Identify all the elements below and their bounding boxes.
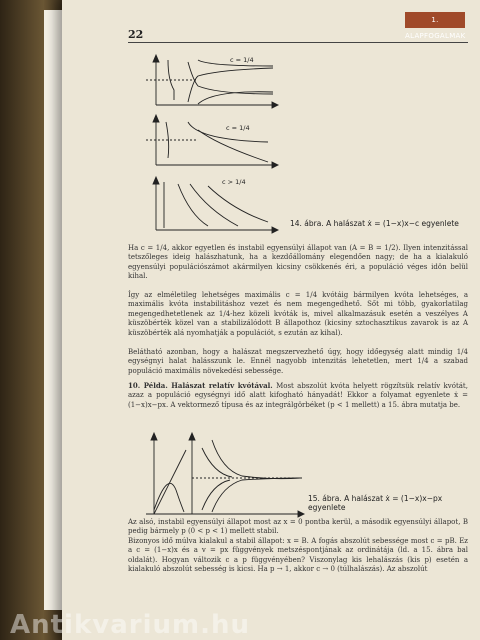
paragraph-4-body: Most abszolút kvóta helyett rögzítsük relatív kvótát, azaz a populáció egységnyi idő alatt kifogható hányadát! Ekkor a folyamat egyenlete ẋ = (1−x)x−px. A vektormező típusa és az integrálgörbéket (p < 1 mellett) a 15. ábra mutatja be. [128, 382, 468, 409]
watermark: Antikvarium.hu [10, 610, 250, 640]
paragraph-1: Ha c = 1/4, akkor egyetlen és instabil egyensúlyi állapot van (A = B = 1/2). Ilyen intenzitással tetszőleges ideig halászhatunk, ha a kezdőállomány elegendően nagy; de ha a kialakuló egyensúlyi populációszámot akármilyen kicsiny csökkenés éri, a populáció véges idön belül kihal. [128, 244, 468, 281]
paragraph-6: Bizonyos idő múlva kialakul a stabil állapot: x = B. A fogás abszolút sebessége most c = pB. Ez a c = (1−x)x és a v = px függvények metszéspontjának az ordinátája (ld. a 15. ábra bal oldalát). Hogyan változik c a p függvényében? Viszonylag kis lehalászás (kis p) esetén a kialakuló abszolút sebesség is kicsi. Ha p → 1, akkor c → 0 (túlhalászás). Az abszolút [128, 537, 468, 574]
paragraph-2: Így az elméletileg lehetséges maximális c = 1/4 kvótáig bármilyen kvóta lehetséges, a maximális kvóta instabilitáshoz vezet és nem megengedhető. Sőt mi több, gyakorlatilag megengedhetetlenek az 1/4-hez közeli kvóták is, mivel alkalmazásuk esetén a veszélyes A küszöbérték közel van a stabilizálódott B állapothoz (kicsiny sztochasztikus zavarok is az A küszöbérték alá nyomhatják a populációt, s ezután az kihal). [128, 291, 468, 337]
header-rule [128, 42, 468, 43]
figure-14-panel-3 [153, 177, 278, 233]
example-title: 10. Példa. Halászat relatív kvótával. [128, 381, 273, 390]
figure-14-caption: 14. ábra. A halászat ẋ = (1−x)x−c egyenlete [290, 219, 459, 228]
page-number: 22 [128, 28, 144, 41]
figure-14-panel-1 [146, 55, 278, 108]
paragraph-3: Belátható azonban, hogy a halászat megszervezhető úgy, hogy időegység alatt mindig 1/4 egységnyi halat halásszunk le. Ennél nagyobb intenzitás lehetetlen, mert 1/4 a szabad populáció maximális növekedési sebessége. [128, 348, 468, 375]
chapter-tab: 1. ALAPFOGALMAK [405, 12, 465, 28]
figure-14-label-2: c = 1/4 [226, 124, 250, 132]
figure-15 [142, 430, 307, 520]
figure-14-panel-2 [146, 115, 278, 168]
paragraph-5: Az alsó, instabil egyensúlyi állapot most az x = 0 pontba kerül, a második egyensúlyi állapot, B pedig bármely p (0 < p < 1) mellett stabil. [128, 518, 468, 536]
figure-14-label-3: c > 1/4 [222, 178, 246, 186]
figure-14 [138, 50, 288, 235]
figure-14-label-1: c = 1/4 [230, 56, 254, 64]
figure-15-caption: 15. ábra. A halászat ẋ = (1−x)x−px egyenlete [308, 494, 443, 512]
paragraph-4 [128, 381, 468, 410]
